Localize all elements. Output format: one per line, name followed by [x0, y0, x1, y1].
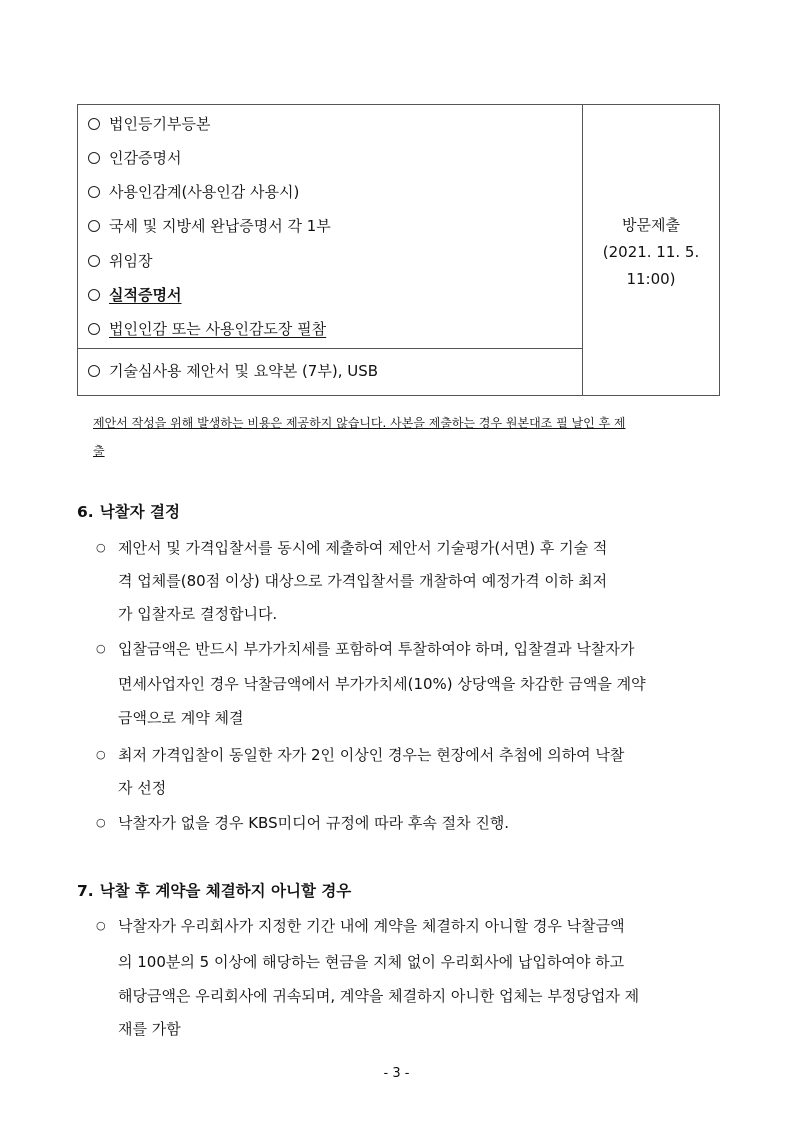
bullet-icon: ○ — [96, 541, 106, 554]
item-text: 인감증명서 — [109, 149, 182, 167]
paragraph-line: 자 선정 — [118, 779, 167, 797]
section-title: 낙찰 후 계약을 체결하지 아니할 경우 — [99, 882, 352, 900]
item-text: 위임장 — [109, 252, 153, 270]
cost-note-line1: 제안서 작성을 위해 발생하는 비용은 제공하지 않습니다. 사본을 제출하는 경우 원본대조 필 날인 후 제 — [93, 416, 626, 430]
item-text: 국세 및 지방세 완납증명서 각 1부 — [109, 217, 331, 235]
circle-bullet-icon — [88, 152, 100, 164]
list-item — [88, 148, 181, 168]
bullet-icon: ○ — [96, 816, 106, 829]
paragraph-line: 낙찰자가 없을 경우 KBS미디어 규정에 따라 후속 절차 진행. — [118, 814, 510, 832]
bullet-icon: ○ — [96, 642, 106, 655]
bullet-icon: ○ — [96, 748, 106, 761]
section-heading-7 — [77, 881, 351, 901]
required-documents-cell — [78, 105, 582, 349]
paragraph-line: 제안서 및 가격입찰서를 동시에 제출하여 제안서 기술평가(서면) 후 기술 적 — [118, 539, 608, 557]
circle-bullet-icon — [88, 220, 100, 232]
submission-method-cell — [583, 105, 719, 395]
paragraph-line: 해당금액은 우리회사에 귀속되며, 계약을 체결하지 아니한 업체는 부정당업자 제 — [118, 987, 640, 1005]
bullet-icon: ○ — [96, 919, 106, 932]
paragraph-line: 최저 가격입찰이 동일한 자가 2인 이상인 경우는 현장에서 추첨에 의하여 낙찰 — [118, 746, 625, 764]
item-text: 법인등기부등본 — [109, 115, 211, 133]
circle-bullet-icon — [88, 118, 100, 130]
paragraph-line: 낙찰자가 우리회사가 지정한 기간 내에 계약을 체결하지 아니할 경우 낙찰금액 — [118, 917, 625, 935]
submission-documents-table — [77, 104, 720, 396]
list-item — [88, 114, 210, 134]
list-item — [88, 251, 152, 271]
section-number: 6. — [77, 503, 94, 521]
section-title: 낙찰자 결정 — [99, 503, 180, 521]
paragraph-line: 가 입찰자로 결정합니다. — [118, 605, 278, 623]
circle-bullet-icon — [88, 365, 100, 377]
item-text-emphasized: 실적증명서 — [109, 286, 182, 304]
circle-bullet-icon — [88, 255, 100, 267]
list-item — [88, 285, 181, 305]
page-number: - 3 - — [383, 1066, 410, 1081]
submit-method: 방문제출 — [622, 216, 680, 234]
item-text: 사용인감계(사용인감 사용시) — [109, 183, 300, 201]
list-item-proposal — [88, 361, 378, 381]
submit-date: (2021. 11. 5. — [602, 243, 700, 261]
paragraph-line: 입찰금액은 반드시 부가가치세를 포함하여 투찰하여야 하며, 입찰결과 낙찰자가 — [118, 640, 635, 658]
list-item — [88, 182, 299, 202]
circle-bullet-icon — [88, 186, 100, 198]
circle-bullet-icon — [88, 289, 100, 301]
circle-bullet-icon — [88, 323, 100, 335]
paragraph-line: 격 업체를(80점 이상) 대상으로 가격입찰서를 개찰하여 예정가격 이하 최저 — [118, 572, 608, 590]
submit-time: 11:00) — [626, 270, 676, 288]
paragraph-line: 재를 가함 — [118, 1020, 181, 1038]
item-text-underlined: 법인인감 또는 사용인감도장 필참 — [109, 320, 327, 338]
paragraph-line: 의 100분의 5 이상에 해당하는 현금을 지체 없이 우리회사에 납입하여야 하고 — [118, 953, 625, 971]
documents-column — [78, 105, 583, 395]
section-number: 7. — [77, 882, 94, 900]
list-item — [88, 319, 326, 339]
paragraph-line: 면세사업자인 경우 낙찰금액에서 부가가치세(10%) 상당액을 차감한 금액을 계약 — [118, 675, 646, 693]
section-heading-6 — [77, 502, 180, 522]
list-item — [88, 216, 331, 236]
cost-note-line2: 출 — [93, 444, 105, 458]
paragraph-line: 금액으로 계약 체결 — [118, 709, 244, 727]
item-text: 기술심사용 제안서 및 요약본 (7부), USB — [109, 362, 379, 380]
